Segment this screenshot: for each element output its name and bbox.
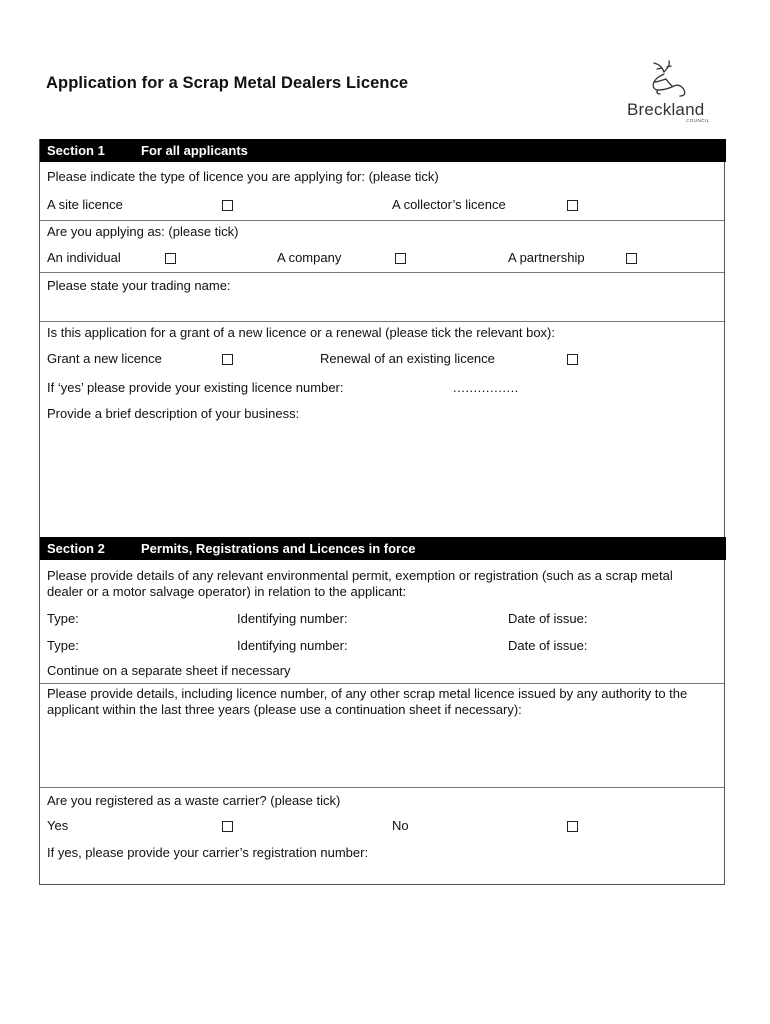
company-label: A company <box>277 250 342 265</box>
section-2-header <box>40 537 726 560</box>
grant-new-label: Grant a new licence <box>47 351 162 366</box>
application-form <box>39 139 725 885</box>
collector-licence-label: A collector’s licence <box>392 197 506 212</box>
renewal-label: Renewal of an existing licence <box>320 351 495 366</box>
existing-number-field[interactable]: ................ <box>453 380 519 395</box>
section-number: Section 2 <box>47 541 105 556</box>
no-checkbox[interactable] <box>567 821 578 832</box>
identifying-number-label-2: Identifying number: <box>237 638 348 653</box>
site-licence-label: A site licence <box>47 197 123 212</box>
section-number: Section 1 <box>47 143 105 158</box>
waste-carrier-question: Are you registered as a waste carrier? (please tick) <box>47 793 341 808</box>
type-label-2: Type: <box>47 638 79 653</box>
site-licence-checkbox[interactable] <box>222 200 233 211</box>
divider <box>40 272 724 273</box>
trading-name-question: Please state your trading name: <box>47 278 231 293</box>
logo-wordmark: Breckland <box>627 100 705 119</box>
individual-checkbox[interactable] <box>165 253 176 264</box>
page-title: Application for a Scrap Metal Dealers Licence <box>46 74 409 92</box>
individual-label: An individual <box>47 250 121 265</box>
divider <box>40 683 724 684</box>
company-checkbox[interactable] <box>395 253 406 264</box>
grant-renewal-question: Is this application for a grant of a new licence or a renewal (please tick the relevant box): <box>47 325 555 340</box>
divider <box>40 321 724 322</box>
yes-checkbox[interactable] <box>222 821 233 832</box>
date-of-issue-label-2: Date of issue: <box>508 638 588 653</box>
collector-licence-checkbox[interactable] <box>567 200 578 211</box>
grant-new-checkbox[interactable] <box>222 354 233 365</box>
date-of-issue-label-1: Date of issue: <box>508 611 588 626</box>
section-1-header <box>40 139 726 162</box>
logo-subtitle: COUNCIL <box>686 118 710 123</box>
carrier-registration-question: If yes, please provide your carrier’s registration number: <box>47 845 369 860</box>
business-description-question: Provide a brief description of your business: <box>47 406 300 421</box>
continue-note: Continue on a separate sheet if necessary <box>47 663 291 678</box>
section-title: Permits, Registrations and Licences in force <box>141 541 416 556</box>
type-label-1: Type: <box>47 611 79 626</box>
partnership-checkbox[interactable] <box>626 253 637 264</box>
partnership-label: A partnership <box>508 250 585 265</box>
no-label: No <box>392 818 409 833</box>
renewal-checkbox[interactable] <box>567 354 578 365</box>
divider <box>40 220 724 221</box>
licence-type-question: Please indicate the type of licence you are applying for: (please tick) <box>47 169 439 184</box>
yes-label: Yes <box>47 818 69 833</box>
applying-as-question: Are you applying as: (please tick) <box>47 224 239 239</box>
existing-number-question: If ‘yes’ please provide your existing licence number: <box>47 380 344 395</box>
divider <box>40 787 724 788</box>
identifying-number-label-1: Identifying number: <box>237 611 348 626</box>
permits-question: Please provide details of any relevant environmental permit, exemption or registration (such as a scrap metal dealer or a motor salvage operator) in relation to the applicant: <box>47 568 673 599</box>
other-licence-question: Please provide details, including licence number, of any other scrap metal licence issued by any authority to the applicant within the last three years (please use a continuation sheet if necessary): <box>47 686 688 717</box>
section-title: For all applicants <box>141 143 248 158</box>
